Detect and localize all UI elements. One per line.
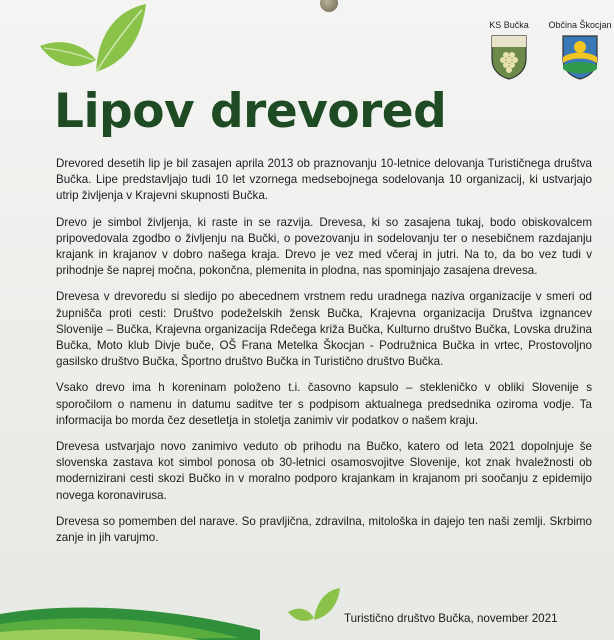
paragraph-capsule: Vsako drevo ima h koreninam položeno t.i. časovno kapsulo – stekleničko v obliki Slovenije s sporočilom o namenu in datumu saditve ter s podpisom aktualnega predsednika oziroma vodje. Ta informacija bo morda čez desetletja in stoletja zanimiv vir podatkov o našem kraju.	[56, 381, 592, 427]
signature: Turistično društvo Bučka, november 2021	[344, 612, 558, 625]
coat-of-arms-grapes-icon	[489, 33, 529, 81]
paragraph-order: Drevesa v drevoredu si sledijo po abecednem vrstnem redu uradnega naziva organizacije v smeri od župnišča proti cesti: Društvo podeželskih žensk Bučka, Krajevna organizacija Društva izgnancev Slovenije – Bučka, Krajevna organizacija Rdečega križa Bučka, Kulturno društvo Bučka, Lovska družina Bučka, Moto klub Divje buče, OŠ Frana Metelka Škocjan - Podružnica Bučka in vrtec, Prostovoljno gasilsko društvo Bučka, Športno društvo Bučka in Turistično društvo Bučka.	[56, 290, 592, 369]
page-title: Lipov drevored	[54, 84, 447, 139]
coat-of-arms-sun-icon	[560, 33, 600, 81]
crest-obcina-skocjan	[545, 20, 614, 86]
small-leaf-icon	[286, 586, 342, 626]
crest-ks-bucka	[478, 20, 540, 86]
mounting-screw	[320, 0, 338, 12]
paragraph-intro: Drevored desetih lip je bil zasajen aprila 2013 ob praznovanju 10-letnice delovanja Turističnega društva Bučka. Lipe predstavljajo tudi 10 let vzornega medsebojnega sodelovanja 10 organizacij, ki ustvarjajo utrip življenja v Krajevni skupnosti Bučka.	[56, 157, 592, 203]
paragraph-symbol: Drevo je simbol življenja, ki raste in se razvija. Drevesa, ki so zasajena tukaj, bodo obiskovalcem pripovedovala zgodbo o življenju na Bučki, o povezovanju in sodelovanju ter o nesebičnem razdajanju krajank in krajanov v dobro našega kraja. Drevo je vez med včeraj in jutri. Na to, da bo vez tudi v prihodnje še naprej močna, pokončna, plemenita in plodna, nas spominjajo zasajena drevesa.	[56, 215, 592, 278]
paragraph-nature: Drevesa so pomemben del narave. So pravljična, zdravilna, mitološka in dajejo ten naši zemlji. Skrbimo zanje in jih varujmo.	[56, 514, 592, 545]
crest-left-label: KS Bučka	[489, 20, 529, 30]
crest-right-label: Občina Škocjan	[548, 20, 612, 30]
paragraph-view: Drevesa ustvarjajo novo zanimivo veduto ob prihodu na Bučko, katero od leta 2021 dopolnjuje še slovenska zastava kot simbol ponosa ob 30-letnici osamosvojitve Slovenije, kot znak hvaležnosti ob modernizirani cesti skozi Bučko in v moralno podporo krajankam in krajanom pri soočanju z epidemijo novega koronavirusa.	[56, 440, 592, 502]
main-text	[56, 156, 592, 556]
leaf-decoration-icon	[38, 2, 148, 82]
